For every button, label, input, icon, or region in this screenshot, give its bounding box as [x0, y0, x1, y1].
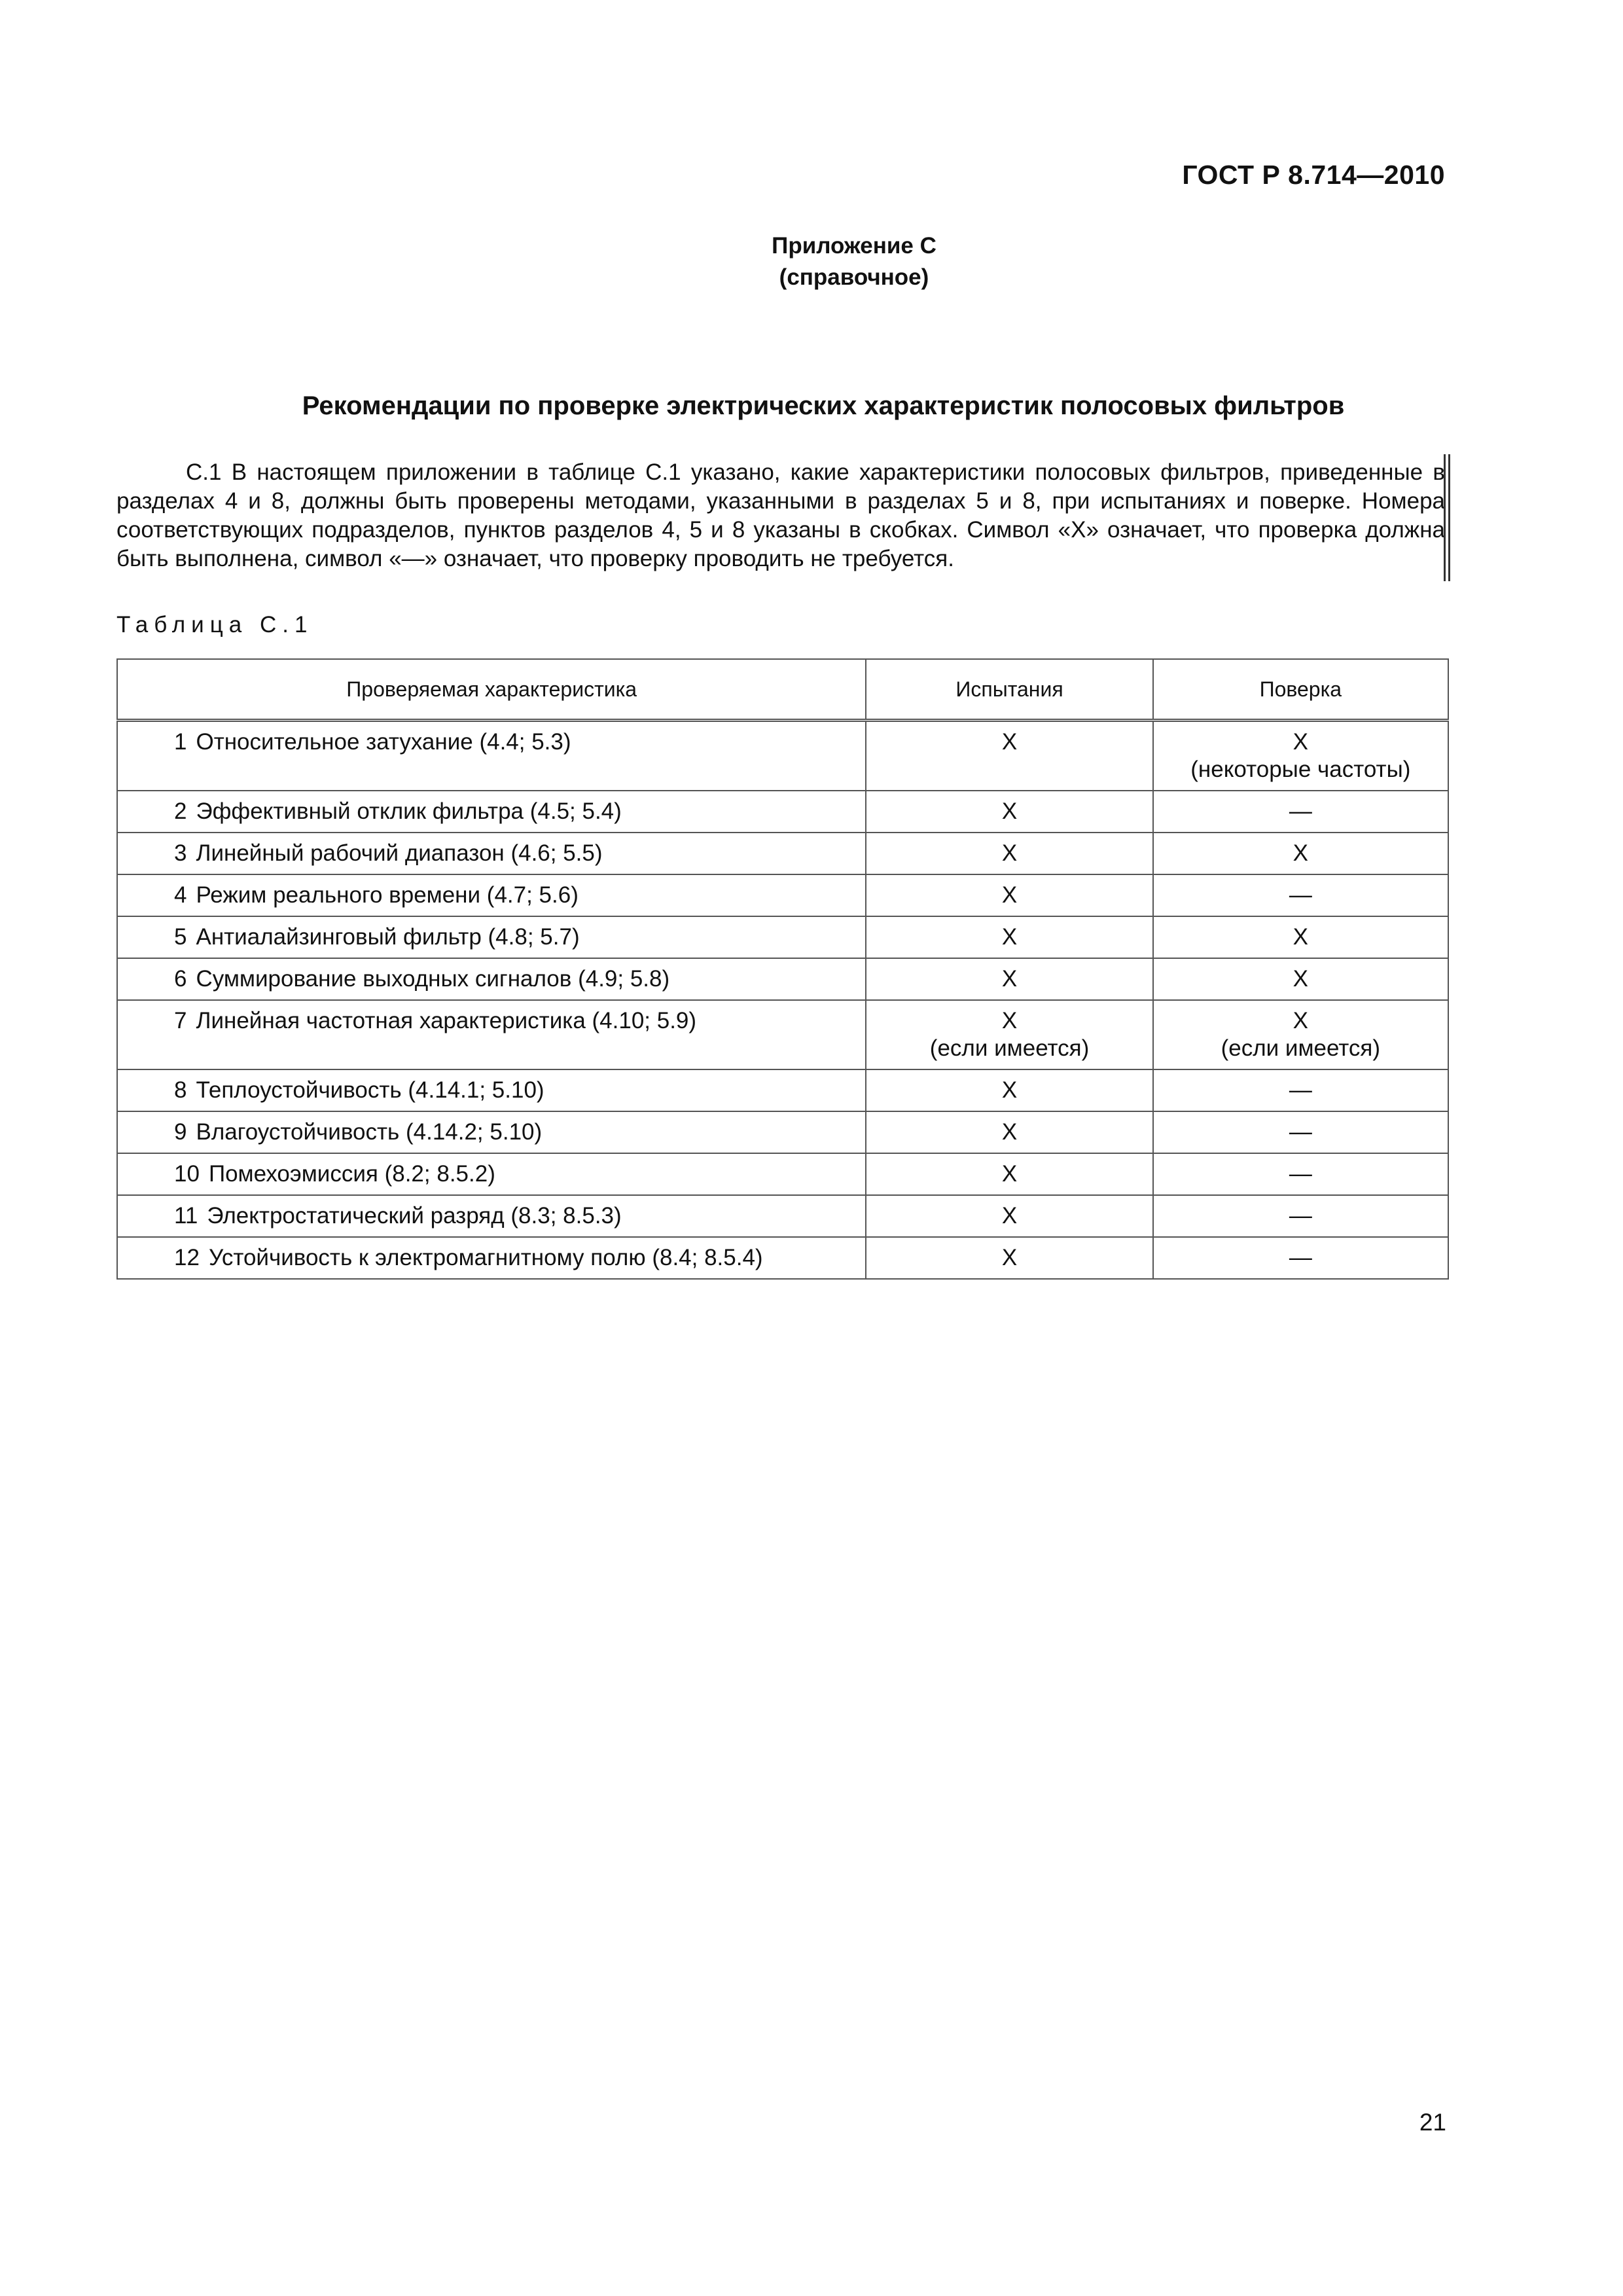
- annex-heading: [0, 230, 1623, 293]
- table-row: [117, 1237, 1448, 1279]
- annex-kind: (справочное): [779, 264, 929, 290]
- characteristic-cell: [117, 1195, 866, 1237]
- row-number: 9: [174, 1119, 187, 1145]
- row-number: 1: [174, 729, 187, 755]
- verification-cell: [1153, 1000, 1448, 1069]
- characteristic-name: Режим реального времени (4.7; 5.6): [196, 882, 579, 908]
- characteristic-cell: [117, 958, 866, 1000]
- tests-cell: [866, 1000, 1152, 1069]
- verification-cell: [1153, 916, 1448, 958]
- row-number: 8: [174, 1077, 187, 1103]
- tests-cell-mark: X: [1001, 1161, 1018, 1187]
- verification-cell: [1153, 958, 1448, 1000]
- row-number: 7: [174, 1008, 187, 1033]
- tests-cell-mark: X: [1001, 882, 1018, 908]
- tests-cell-mark: X: [1001, 1008, 1018, 1033]
- characteristic-cell: [117, 1111, 866, 1153]
- table-row: [117, 791, 1448, 833]
- tests-cell: [866, 791, 1152, 833]
- row-number: 2: [174, 798, 187, 824]
- characteristic-name: Теплоустойчивость (4.14.1; 5.10): [196, 1077, 544, 1103]
- table-header-row: [117, 659, 1448, 721]
- row-number: 3: [174, 840, 187, 866]
- tests-cell: [866, 958, 1152, 1000]
- tests-cell: [866, 1237, 1152, 1279]
- tests-cell: [866, 721, 1152, 791]
- table-row: [117, 721, 1448, 791]
- verification-cell-mark: —: [1289, 882, 1312, 908]
- verification-cell-note: (некоторые частоты): [1190, 757, 1411, 782]
- row-number: 10: [174, 1161, 200, 1187]
- column-header-tests: Испытания: [866, 659, 1152, 721]
- table-row: [117, 958, 1448, 1000]
- characteristic-cell: [117, 1237, 866, 1279]
- tests-cell-mark: X: [1001, 798, 1018, 824]
- table-row: [117, 1153, 1448, 1195]
- row-number: 6: [174, 966, 187, 992]
- page-number: 21: [1419, 2109, 1446, 2136]
- verification-cell: [1153, 721, 1448, 791]
- verification-cell-note: (если имеется): [1221, 1035, 1381, 1061]
- document-code: ГОСТ Р 8.714—2010: [1182, 160, 1445, 190]
- intro-paragraph: С.1 В настоящем приложении в таблице С.1 указано, какие характеристики полосовых фильтров, приведенные в разделах 4 и 8, должны быть проверены методами, указанными в разделах 5 и 8, при испытаниях и поверке. Номера соответствующих подразделов, пунктов разделов 4, 5 и 8 указаны в скобках. Символ «Х» означает, что проверка должна быть выполнена, символ «—» означает, что проверку проводить не требуется.: [116, 459, 1445, 571]
- verification-cell: [1153, 1237, 1448, 1279]
- characteristic-cell: [117, 1000, 866, 1069]
- characteristic-name: Относительное затухание (4.4; 5.3): [196, 729, 571, 755]
- characteristic-name: Линейная частотная характеристика (4.10; 5.9): [196, 1008, 697, 1033]
- characteristic-name: Эффективный отклик фильтра (4.5; 5.4): [196, 798, 622, 824]
- verification-cell-mark: —: [1289, 1161, 1312, 1187]
- characteristic-cell: [117, 791, 866, 833]
- verification-cell-mark: X: [1293, 840, 1308, 866]
- tests-cell-mark: X: [1001, 1119, 1018, 1145]
- characteristic-cell: [117, 916, 866, 958]
- characteristic-cell: [117, 874, 866, 916]
- tests-cell: [866, 916, 1152, 958]
- characteristic-name: Электростатический разряд (8.3; 8.5.3): [207, 1203, 622, 1229]
- tests-cell-mark: X: [1001, 1077, 1018, 1103]
- verification-cell: [1153, 874, 1448, 916]
- table-row: [117, 874, 1448, 916]
- verification-cell-mark: X: [1293, 729, 1308, 755]
- column-header-characteristic: Проверяемая характеристика: [117, 659, 866, 721]
- tests-cell: [866, 1153, 1152, 1195]
- verification-cell-mark: —: [1289, 798, 1312, 824]
- row-number: 5: [174, 924, 187, 950]
- tests-cell-mark: X: [1001, 840, 1018, 866]
- verification-cell: [1153, 1069, 1448, 1111]
- table-caption: Таблица С.1: [116, 612, 313, 637]
- verification-cell: [1153, 833, 1448, 874]
- tests-cell-mark: X: [1001, 966, 1018, 992]
- verification-cell-mark: —: [1289, 1119, 1312, 1145]
- characteristic-name: Влагоустойчивость (4.14.2; 5.10): [196, 1119, 543, 1145]
- verification-cell: [1153, 1153, 1448, 1195]
- tests-cell: [866, 874, 1152, 916]
- tests-cell: [866, 833, 1152, 874]
- verification-cell-mark: —: [1289, 1245, 1312, 1270]
- table-row: [117, 1069, 1448, 1111]
- table-row: [117, 1195, 1448, 1237]
- tests-cell: [866, 1069, 1152, 1111]
- tests-cell-mark: X: [1001, 924, 1018, 950]
- row-number: 12: [174, 1245, 200, 1270]
- characteristic-name: Линейный рабочий диапазон (4.6; 5.5): [196, 840, 603, 866]
- characteristic-name: Помехоэмиссия (8.2; 8.5.2): [208, 1161, 495, 1187]
- annex-title: Приложение С: [772, 233, 936, 259]
- row-number: 11: [174, 1203, 198, 1229]
- tests-cell-mark: X: [1001, 1245, 1018, 1270]
- table-row: [117, 1000, 1448, 1069]
- characteristic-name: Устойчивость к электромагнитному полю (8.4; 8.5.4): [208, 1245, 763, 1270]
- verification-cell-mark: —: [1289, 1077, 1312, 1103]
- row-number: 4: [174, 882, 187, 908]
- tests-cell-mark: X: [1001, 1203, 1018, 1229]
- change-bar: [1444, 454, 1450, 581]
- characteristic-name: Антиалайзинговый фильтр (4.8; 5.7): [196, 924, 580, 950]
- characteristic-cell: [117, 721, 866, 791]
- verification-cell: [1153, 1111, 1448, 1153]
- characteristic-name: Суммирование выходных сигналов (4.9; 5.8): [196, 966, 670, 992]
- tests-cell-mark: X: [1001, 729, 1018, 755]
- checks-table: [116, 658, 1449, 1280]
- characteristic-cell: [117, 833, 866, 874]
- characteristic-cell: [117, 1069, 866, 1111]
- tests-cell: [866, 1195, 1152, 1237]
- verification-cell: [1153, 1195, 1448, 1237]
- table-row: [117, 1111, 1448, 1153]
- verification-cell-mark: —: [1289, 1203, 1312, 1229]
- table-row: [117, 916, 1448, 958]
- table-row: [117, 833, 1448, 874]
- section-title-text: Рекомендации по проверке электрических характеристик полосовых фильтров: [302, 391, 1345, 420]
- tests-cell: [866, 1111, 1152, 1153]
- verification-cell: [1153, 791, 1448, 833]
- verification-cell-mark: X: [1293, 1008, 1308, 1033]
- verification-cell-mark: X: [1293, 924, 1308, 950]
- column-header-verification: Поверка: [1153, 659, 1448, 721]
- section-title: [0, 391, 1623, 421]
- characteristic-cell: [117, 1153, 866, 1195]
- tests-cell-note: (если имеется): [929, 1035, 1090, 1061]
- verification-cell-mark: X: [1293, 966, 1308, 992]
